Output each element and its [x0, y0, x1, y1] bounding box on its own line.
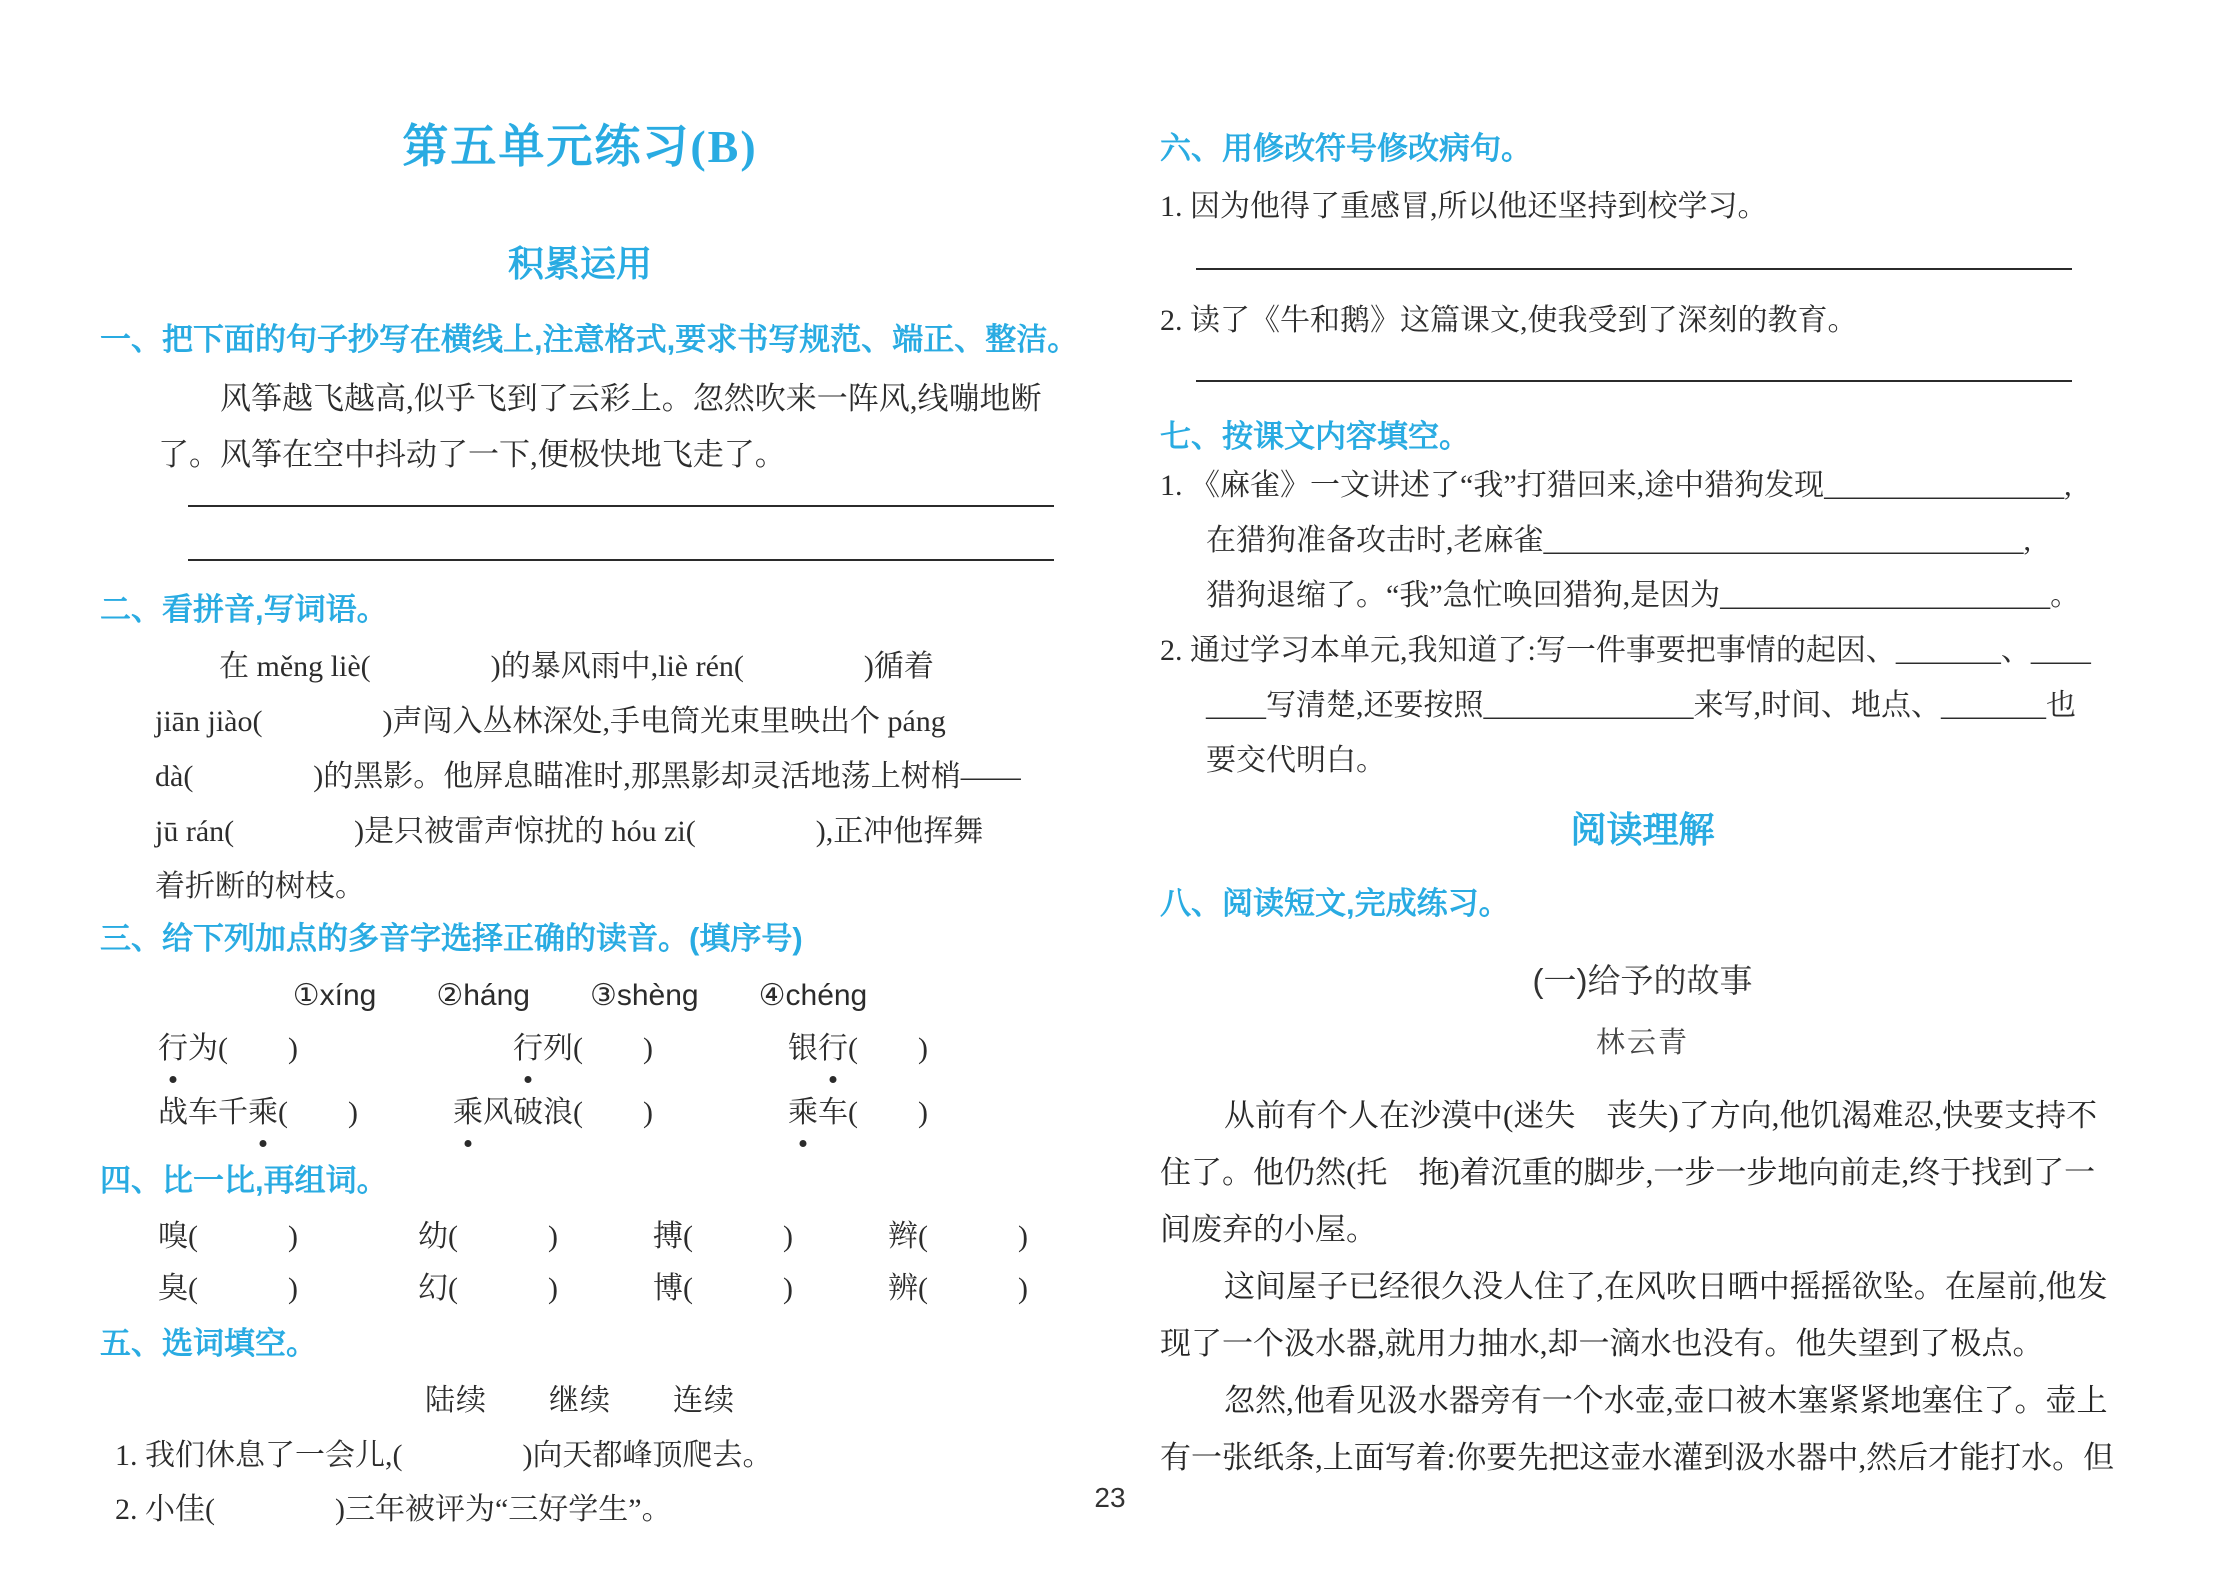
- section-6-heading: 六、用修改符号修改病句。: [1160, 131, 1532, 166]
- dotted-char: 行: [818, 1026, 848, 1072]
- right-column: [1160, 0, 2125, 1486]
- story-line: 有一张纸条,上面写着:你要先把这壶水灌到汲水器中,然后才能打水。但: [1160, 1439, 2115, 1475]
- compare-cell: 辨( ): [888, 1272, 1028, 1306]
- section-4-heading: 四、比一比,再组词。: [100, 1162, 388, 1198]
- passage-line: 风筝越飞越高,似乎飞到了云彩上。忽然吹来一阵风,线嘣地断: [220, 380, 1042, 416]
- section-7-heading: 七、按课文内容填空。: [1160, 418, 1470, 454]
- page-number: 23: [1094, 1482, 1126, 1513]
- part-heading-accumulation: 积累运用: [507, 243, 652, 284]
- fill-line: ____写清楚,还要按照______________来写,时间、地点、_______也: [1206, 688, 2076, 722]
- left-column: [100, 0, 1079, 1535]
- pinyin-line: jū rán( )是只被雷声惊扰的 hóu zi( ),正冲他挥舞: [155, 814, 984, 848]
- compare-cell: 幼( ): [418, 1220, 558, 1254]
- word-post: 为( ): [188, 1031, 298, 1065]
- word-pre: 银: [788, 1031, 818, 1065]
- passage-line: 了。风筝在空中抖动了一下,便极快地飞走了。: [158, 436, 786, 472]
- story-title: (一)给予的故事: [1532, 961, 1753, 999]
- fill-choice-item: 2. 小佳( )三年被评为“三好学生”。: [115, 1493, 672, 1527]
- fill-line: 在猎狗准备攻击时,老麻雀________________________________,: [1206, 523, 2031, 557]
- answer-line: [188, 559, 1054, 561]
- story-author: 林云青: [1595, 1026, 1689, 1059]
- page-title: 第五单元练习(B): [402, 121, 758, 172]
- section-8-heading: 八、阅读短文,完成练习。: [1160, 885, 1510, 921]
- story-line: 从前有个人在沙漠中(迷失 丧失)了方向,他饥渴难忍,快要支持不: [1224, 1097, 2098, 1133]
- fill-line: 2. 通过学习本单元,我知道了:写一件事要把事情的起因、_______、____: [1160, 633, 2091, 667]
- story-paragraph: [1160, 1087, 2125, 1258]
- polyphone-word: [788, 1026, 928, 1072]
- pinyin-line: 着折断的树枝。: [155, 869, 365, 903]
- fill-choice-item: 1. 我们休息了一会儿,( )向天都峰顶爬去。: [115, 1439, 773, 1473]
- answer-line: [188, 505, 1054, 507]
- compare-row: [100, 1263, 1060, 1315]
- section-2-heading: 二、看拼音,写词语。: [100, 591, 388, 627]
- fill-in-item: [1160, 623, 2125, 788]
- dotted-char: 乘: [453, 1090, 483, 1136]
- story-line: 这间屋子已经很久没人住了,在风吹日晒中摇摇欲坠。在屋前,他发: [1224, 1268, 2108, 1304]
- compare-cell: 搏( ): [653, 1220, 793, 1254]
- fill-line: 猎狗退缩了。“我”急忙唤回猎狗,是因为______________________。: [1206, 578, 2081, 612]
- polyphone-word: [788, 1090, 928, 1136]
- compare-cell: 幻( ): [418, 1272, 558, 1306]
- word-bank: 陆续 继续 连续: [425, 1384, 735, 1418]
- word-post: 车( ): [818, 1095, 928, 1129]
- pinyin-line: jiān jiào( )声闯入丛林深处,手电筒光束里映出个 páng: [155, 704, 946, 738]
- section-5-heading: 五、选词填空。: [100, 1326, 317, 1362]
- polyphone-word: [158, 1090, 453, 1136]
- dotted-char: 行: [158, 1026, 188, 1072]
- dotted-char: 乘: [248, 1090, 278, 1136]
- polyphone-word: [513, 1026, 788, 1072]
- pinyin-line: dà( )的黑影。他屏息瞄准时,那黑影却灵活地荡上树梢——: [155, 759, 1021, 793]
- word-post: 风破浪( ): [483, 1095, 653, 1129]
- story-line: 住了。他仍然(托 拖)着沉重的脚步,一步一步地向前走,终于找到了一: [1160, 1154, 2096, 1190]
- word-post: ( ): [278, 1095, 358, 1129]
- story-paragraph: [1160, 1372, 2125, 1486]
- compare-cell: 博( ): [653, 1272, 793, 1306]
- polyphone-row: [100, 1090, 1060, 1136]
- compare-cell: 嗅( ): [158, 1220, 298, 1254]
- pinyin-passage: [100, 639, 1060, 914]
- sentence-to-fix: 1. 因为他得了重感冒,所以他还坚持到校学习。: [1160, 189, 1768, 223]
- dotted-char: 行: [513, 1026, 543, 1072]
- pinyin-line: 在 měng liè( )的暴风雨中,liè rén( )循着: [219, 649, 934, 683]
- story-line: 现了一个汲水器,就用力抽水,却一滴水也没有。他失望到了极点。: [1160, 1325, 2044, 1361]
- compare-cell: 辫( ): [888, 1220, 1028, 1254]
- dotted-char: 乘: [788, 1090, 818, 1136]
- part-heading-reading: 阅读理解: [1570, 808, 1715, 850]
- word-post: 列( ): [543, 1031, 653, 1065]
- polyphone-word: [158, 1026, 513, 1072]
- fill-line: 1. 《麻雀》一文讲述了“我”打猎回来,途中猎狗发现________________,: [1160, 468, 2072, 502]
- compare-row: [100, 1211, 1060, 1263]
- word-pre: 战车千: [158, 1095, 248, 1129]
- pronunciation-options: ①xíng ②háng ③shèng ④chéng: [292, 978, 868, 1012]
- fill-line: 要交代明白。: [1206, 743, 1386, 777]
- copy-passage: [100, 371, 1060, 483]
- word-post: ( ): [848, 1031, 928, 1065]
- answer-line: [1196, 380, 2072, 382]
- answer-line: [1196, 268, 2072, 270]
- fill-in-item: [1160, 458, 2125, 623]
- section-3-heading: 三、给下列加点的多音字选择正确的读音。(填序号): [100, 920, 803, 956]
- story-line: 间废弃的小屋。: [1160, 1211, 1377, 1247]
- sentence-to-fix: 2. 读了《牛和鹅》这篇课文,使我受到了深刻的教育。: [1160, 303, 1858, 337]
- polyphone-word: [453, 1090, 788, 1136]
- compare-cell: 臭( ): [158, 1272, 298, 1306]
- story-line: 忽然,他看见汲水器旁有一个水壶,壶口被木塞紧紧地塞住了。壶上: [1224, 1382, 2108, 1418]
- polyphone-row: [100, 1026, 1060, 1072]
- story-paragraph: [1160, 1258, 2125, 1372]
- section-1-heading: 一、把下面的句子抄写在横线上,注意格式,要求书写规范、端正、整洁。: [100, 322, 1079, 357]
